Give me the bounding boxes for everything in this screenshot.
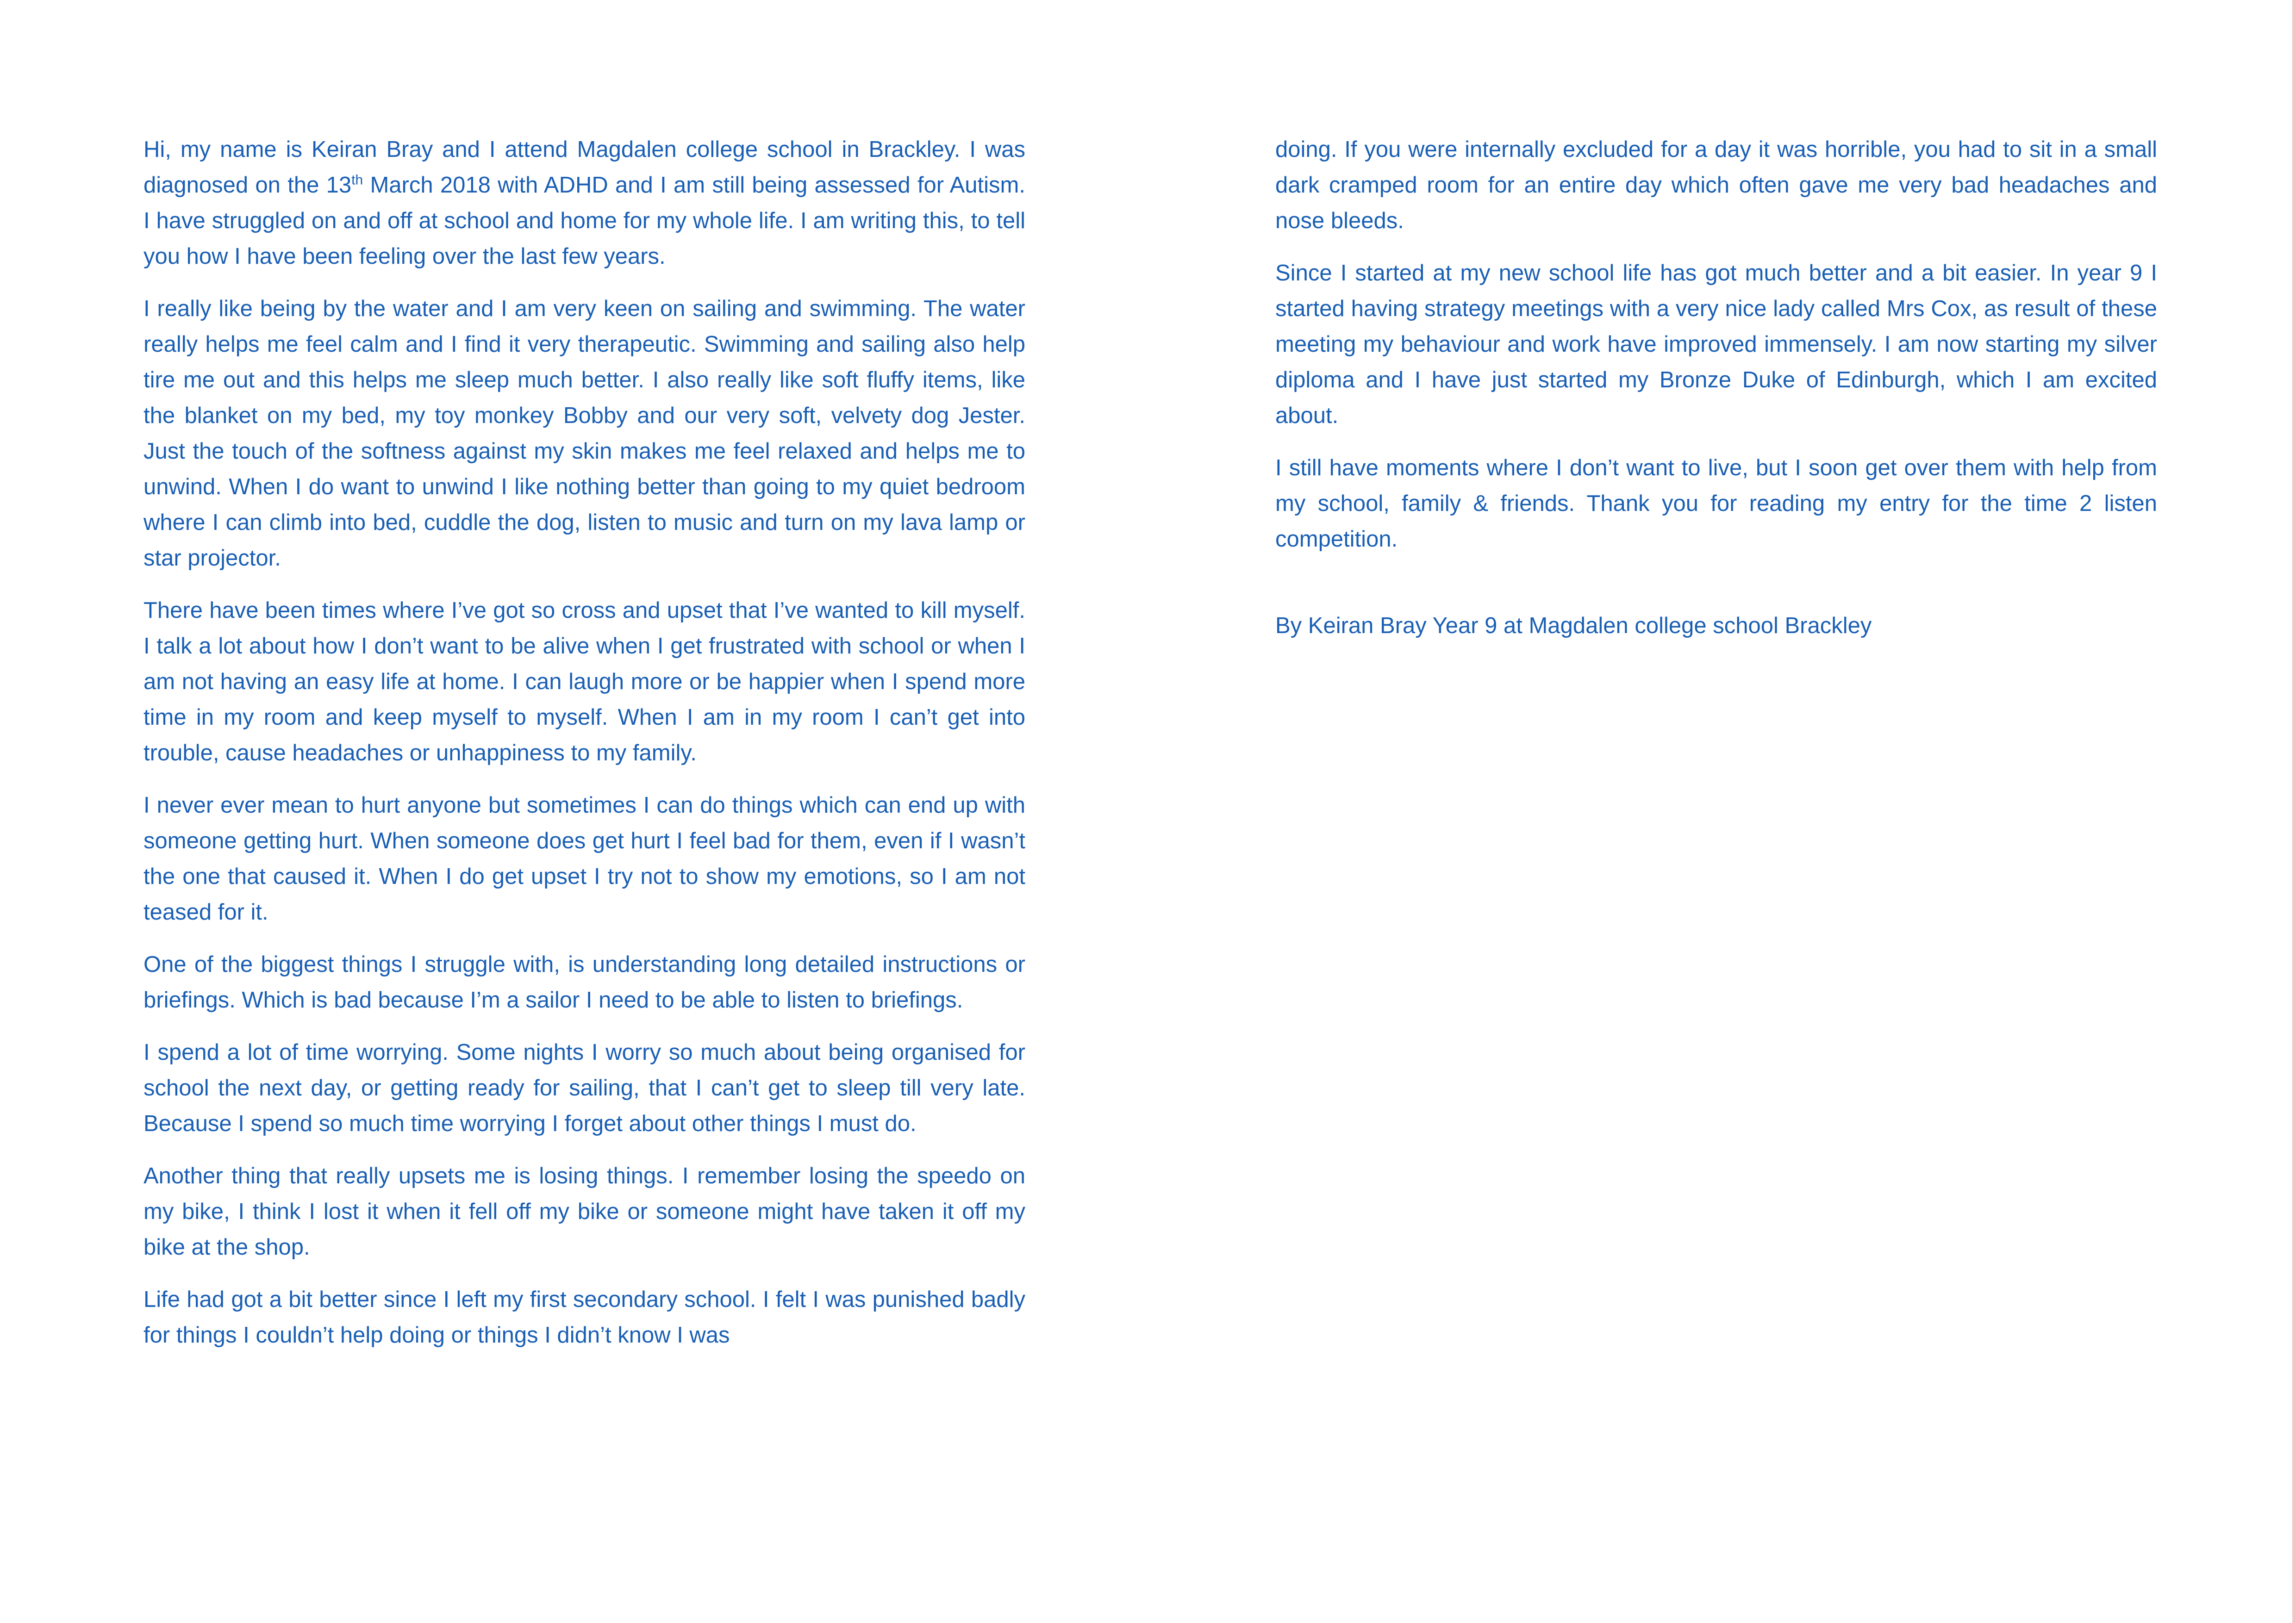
paragraph-hurting-others: I never ever mean to hurt anyone but sometimes I can do things which can end up with someone getting hurt. When someone does get hurt I feel bad for them, even if I wasn’t the one that caused it. When I do get upset I try not to show my emotions, so I am not teased for it. xyxy=(144,793,1025,925)
author-signature-line: By Keiran Bray Year 9 at Magdalen college school Brackley xyxy=(1275,613,1872,638)
ordinal-suffix: th xyxy=(351,172,363,188)
left-column xyxy=(144,132,1025,1370)
right-column xyxy=(1275,132,2157,644)
paragraph-worrying: I spend a lot of time worrying. Some nights I worry so much about being organised for school the next day, or getting ready for sailing, that I can’t get to sleep till very late. Because I spend so much time worrying I forget about other things I must do. xyxy=(144,1040,1025,1136)
paragraph-cross-and-upset: There have been times where I’ve got so cross and upset that I’ve wanted to kill myself. I talk a lot about how I don’t want to be alive when I get frustrated with school or when I am not having an easy life at home. I can laugh more or be happier when I spend more time in my room and keep myself to myself. When I am in my room I can’t get into trouble, cause headaches or unhappiness to my family. xyxy=(144,598,1025,765)
paragraph-internal-exclusion: doing. If you were internally excluded for a day it was horrible, you had to sit in a small dark cramped room for an entire day which often gave me very bad headaches and nose bleeds. xyxy=(1275,137,2157,233)
paragraph-briefings: One of the biggest things I struggle with, is understanding long detailed instructions or briefings. Which is bad because I’m a sailor I need to be able to listen to briefings. xyxy=(144,952,1025,1013)
paragraph-first-school: Life had got a bit better since I left my first secondary school. I felt I was punished badly for things I couldn’t help doing or things I didn’t know I was xyxy=(144,1287,1025,1348)
scan-edge-mark xyxy=(2292,0,2296,1623)
intro-text-part1: Hi, my name is Keiran Bray and I attend Magdalen college school in Brackley. I was diagnosed on the 13 xyxy=(144,137,1025,198)
paragraph-still-have-moments: I still have moments where I don’t want to live, but I soon get over them with help from my school, family & friends. Thank you for reading my entry for the time 2 listen competition. xyxy=(1275,455,2157,552)
paragraph-water-and-softness: I really like being by the water and I am very keen on sailing and swimming. The water really helps me feel calm and I find it very therapeutic. Swimming and sailing also help tire me out and this helps me sleep much better. I also really like soft fluffy items, like the blanket on my bed, my toy monkey Bobby and our very soft, velvety dog Jester. Just the touch of the softness against my skin makes me feel relaxed and helps me to unwind. When I do want to unwind I like nothing better than going to my quiet bedroom where I can climb into bed, cuddle the dog, listen to music and turn on my lava lamp or star projector. xyxy=(144,296,1025,571)
intro-text-part2: March 2018 with ADHD and I am still being assessed for Autism. I have struggled on and off at school and home for my whole life. I am writing this, to tell you how I have been feeling over the last few years. xyxy=(144,173,1025,269)
paragraph-new-school: Since I started at my new school life has got much better and a bit easier. In year 9 I started having strategy meetings with a very nice lady called Mrs Cox, as result of these meeting my behaviour and work have improved immensely. I am now starting my silver diploma and I have just started my Bronze Duke of Edinburgh, which I am excited about. xyxy=(1275,261,2157,428)
paragraph-losing-things: Another thing that really upsets me is losing things. I remember losing the speedo on my bike, I think I lost it when it fell off my bike or someone might have taken it off my bike at the shop. xyxy=(144,1163,1025,1260)
paragraph-intro xyxy=(144,132,1025,274)
